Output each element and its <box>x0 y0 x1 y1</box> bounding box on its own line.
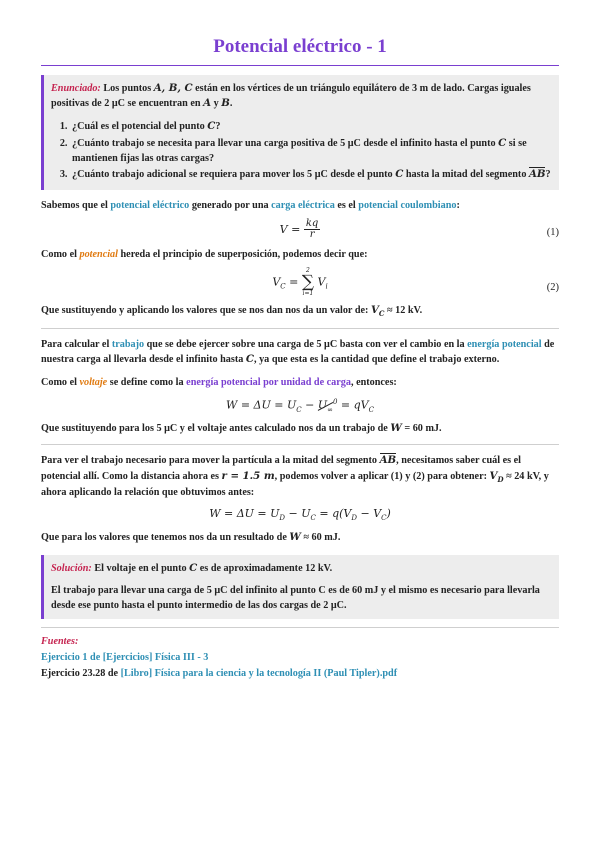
link-energia-potencial[interactable]: energía potencial <box>467 338 542 350</box>
source-link-2[interactable]: [Libro] Física para la ciencia y la tecnología II (Paul Tipler).pdf <box>120 667 398 679</box>
link-carga-electrica[interactable]: carga eléctrica <box>271 199 335 211</box>
link-potencial[interactable]: potencial <box>79 248 118 260</box>
equation-1: V = $\frac{kq}{r}$ (1) <box>279 217 559 241</box>
cancelled-term: $U_\infty^0$ <box>317 397 338 414</box>
paragraph-result-w2: Que para los valores que tenemos nos da un resultado de W ≈ 60 mJ. <box>41 531 341 544</box>
paragraph-coulomb: Sabemos que el potencial eléctrico generado por una carga eléctrica es el potencial coulombiano: <box>41 199 460 211</box>
solution-line-1: Solución: El voltaje en el punto C es de aproximadamente 12 kV. <box>51 562 333 575</box>
paragraph-midpoint: Para ver el trabajo necesario para mover la partícula a la mitad del segmento AB, necesitamos saber cuál es el potencial allí. Como la distancia ahora es r = 1.5 m, podemos volver a aplicar (1) y (2) para obtener: $V_D \approx 24$ kV, y ahora aplicando la relación que obtuvimos antes: <box>41 454 549 499</box>
fraction-kq-r: $\frac{kq}{r}$ <box>305 217 319 241</box>
link-voltaje[interactable]: voltaje <box>79 377 108 389</box>
paragraph-result-vc: Que sustituyendo y aplicando los valores que se nos dan nos da un valor de: $V_C \approx 12$ kV. <box>41 304 423 319</box>
equation-4: $W = \Delta U = U_D - U_C = q(V_D - V_C)$ <box>209 507 391 523</box>
section-divider-2 <box>41 444 559 445</box>
question-3: 3. ¿Cuánto trabajo adicional se requiera para mover los 5 μC desde el punto C hasta la mitad del segmento AB? <box>70 167 551 182</box>
summation-symbol: 2 ∑ i=1 <box>301 267 314 298</box>
solution-label: Solución: <box>51 563 92 575</box>
paragraph-work: Para calcular el trabajo que se debe ejercer sobre una carga de 5 μC basta con ver el cambio en la energía potencial de nuestra carga al llevarla desde el infinito hasta C, ya que esta es la cantidad que define el trabajo externo. <box>41 338 555 365</box>
statement-box <box>41 75 559 190</box>
equation-1-number: (1) <box>546 226 559 238</box>
paragraph-superposition: Como el potencial hereda el principio de superposición, podemos decir que: <box>41 248 368 260</box>
link-trabajo[interactable]: trabajo <box>111 338 145 350</box>
solution-box <box>41 555 559 619</box>
question-2: 2. ¿Cuánto trabajo se necesita para llevar una carga positiva de 5 μC desde el infinito hasta el punto C si se mantienen fijas las otras cargas? <box>70 136 551 167</box>
question-list <box>51 119 551 182</box>
link-energia-por-carga[interactable]: energía potencial por unidad de carga <box>186 377 351 389</box>
question-1: 1. ¿Cuál es el potencial del punto C? <box>70 119 551 134</box>
equation-3: $W = \Delta U = U_C - U_\infty^0 = qV_C$ <box>226 397 374 414</box>
statement-label: Enunciado: <box>51 82 101 94</box>
statement-text: Enunciado: Los puntos A, B, C están en los vértices de un triángulo equilátero de 3 m de lado. Cargas iguales positivas de 2 μC se encuentran en A y B. <box>51 81 531 110</box>
source-link-1[interactable]: Ejercicio 1 de [Ejercicios] Física III - 3 <box>41 652 209 664</box>
link-potencial-electrico[interactable]: potencial eléctrico <box>110 199 190 211</box>
source-line-2: Ejercicio 23.28 de [Libro] Física para la ciencia y la tecnología II (Paul Tipler).pdf <box>41 667 398 679</box>
page-title: Potencial eléctrico - 1 <box>213 36 387 57</box>
equation-2-number: (2) <box>546 282 559 294</box>
sources-label: Fuentes: <box>41 636 79 648</box>
link-potencial-coulombiano[interactable]: potencial coulombiano <box>358 199 457 211</box>
paragraph-voltage: Como el voltaje se define como la energía potencial por unidad de carga, entonces: <box>41 377 397 389</box>
paragraph-result-w1: Que sustituyendo para los 5 μC y el voltaje antes calculado nos da un trabajo de W = 60 mJ. <box>41 421 442 434</box>
sources-section <box>41 627 559 681</box>
equation-2: $V_C$ = 2 ∑ i=1 $V_i$ (2) <box>272 267 559 298</box>
solution-line-2: El trabajo para llevar una carga de 5 μC del infinito al punto C es de 60 mJ y el mismo es necesario para llevarla desde ese punto hasta el punto intermedio de las dos cargas de 2 μC. <box>51 584 540 611</box>
section-divider-1 <box>41 328 559 329</box>
title-divider <box>41 65 559 66</box>
